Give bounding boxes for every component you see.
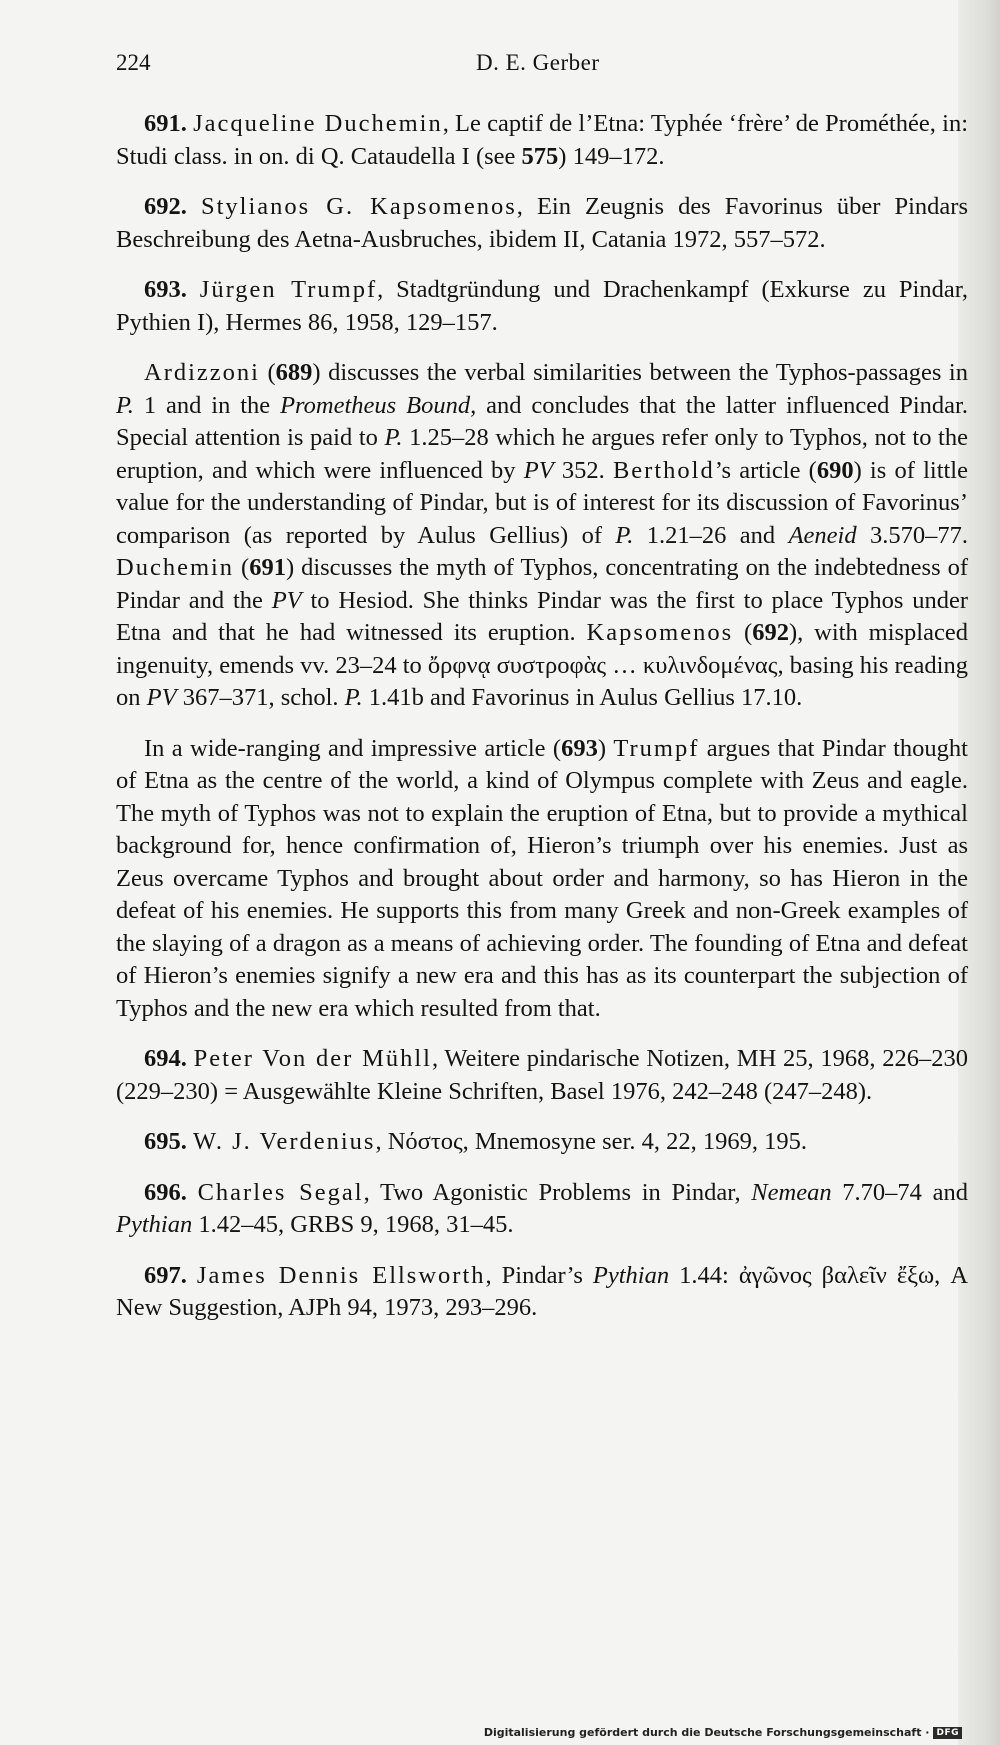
entry-text: , Stadtgründung und Drachenkampf (Exkurse zu Pindar, Pythien I), Hermes 86, 1958, 129–157. xyxy=(116,276,968,336)
cross-reference: 689 xyxy=(275,359,313,386)
page-content xyxy=(116,108,968,1343)
entry-author: James Dennis Ellsworth xyxy=(196,1261,486,1289)
entry-text: 1.44: ἀγῶνος βαλεῖν ἔξω, A New Suggestion, AJPh 94, 1973, 293–296. xyxy=(116,1261,969,1321)
cross-reference: 691 xyxy=(249,554,286,581)
text-run: ( xyxy=(733,619,753,646)
entry-number: 694. xyxy=(144,1045,187,1072)
cross-reference: 692 xyxy=(752,619,789,646)
text-run: and concludes that the latter influenced Pindar. Special attention is paid to xyxy=(116,391,968,451)
entry-number: 692. xyxy=(144,193,187,220)
work-title: PV xyxy=(271,586,302,614)
text-run: 1.21–26 and xyxy=(633,521,789,549)
work-title: Nemean xyxy=(751,1178,832,1206)
author-name: Duchemin xyxy=(116,554,235,581)
work-title: PV xyxy=(523,456,554,484)
bib-entry-692 xyxy=(116,191,968,256)
text-run: argues that Pindar thought of Etna as the centre of the world, a kind of Olympus complete with Zeus and eagle. The myth of Typhos was not to explain the eruption of Etna, but to provide a mythical background for, hence confirmation of, Hieron’s triumph over his enemies. Just as Zeus overcame Typhos and brought about order and harmony, so has Hieron in the defeat of his enemies. He supports this from many Greek and non-Greek examples of the slaying of a dragon as a means of achieving order. The founding of Etna and defeat of Hieron’s enemies signify a new era and this has as its counterpart the subjection of Typhos and the new era which resulted from that. xyxy=(116,734,968,1022)
bib-entry-693 xyxy=(116,274,968,339)
dfg-logo-icon: DFG xyxy=(933,1727,962,1739)
entry-text: ) 149–172. xyxy=(558,142,665,170)
work-title: Pythian xyxy=(592,1261,670,1289)
text-run: ) xyxy=(597,734,614,762)
bib-entry-696 xyxy=(116,1177,968,1242)
entry-author: Charles Segal xyxy=(197,1178,364,1206)
entry-author: Stylianos G. Kapsomenos xyxy=(200,193,517,220)
commentary-paragraph-1 xyxy=(116,357,968,715)
bib-entry-695 xyxy=(116,1126,968,1159)
page-header xyxy=(116,50,968,84)
digitization-footer xyxy=(484,1726,962,1739)
text-run: ( xyxy=(234,554,250,581)
work-title: P. xyxy=(615,521,634,549)
text-run: In a wide-ranging and impressive article ( xyxy=(144,734,562,762)
footer-credit: Digitalisierung gefördert durch die Deutsche Forschungsgemeinschaft · xyxy=(483,1726,930,1739)
cross-reference: 690 xyxy=(816,456,854,484)
work-title: Prometheus Bound, xyxy=(280,391,477,419)
author-name: Trumpf xyxy=(613,734,700,762)
entry-number: 695. xyxy=(144,1128,187,1155)
entry-author: Jacqueline Duchemin xyxy=(193,110,443,137)
entry-text: 1.42–45, GRBS 9, 1968, 31–45. xyxy=(192,1211,514,1238)
bib-entry-697 xyxy=(116,1260,968,1325)
text-run: ) discusses the myth of Typhos, concentrating on the indebtedness of Pindar and the xyxy=(116,554,968,614)
work-title: P. xyxy=(116,391,134,419)
work-title: Aeneid xyxy=(788,521,857,549)
entry-number: 697. xyxy=(144,1261,187,1289)
entry-text: , Two Agonistic Problems in Pindar, xyxy=(363,1178,752,1206)
bib-entry-691 xyxy=(116,108,968,173)
entry-text: , Pindar’s xyxy=(485,1261,593,1289)
text-run: ) discusses the verbal similarities between the Typhos-passages in xyxy=(312,359,968,386)
entry-author: Jürgen Trumpf xyxy=(199,276,378,303)
entry-author: Peter Von der Mühll xyxy=(193,1045,432,1072)
work-title: P. xyxy=(344,684,363,711)
text-run: ) is of little value for the understanding of Pindar, but is of interest for its discussion of Favorinus’ comparison (as reported by Aulus Gellius) of xyxy=(116,456,968,549)
work-title: P. xyxy=(384,424,403,451)
cross-reference: 693 xyxy=(561,734,598,762)
text-run: ( xyxy=(259,359,276,386)
text-run: 1.25–28 which he argues refer only to Typhos, not to the eruption, and which were influenced by xyxy=(116,424,968,484)
bib-entry-694 xyxy=(116,1043,968,1108)
author-name: Ardizzoni xyxy=(144,359,260,386)
text-run: 3.570–77. xyxy=(856,521,969,549)
page-number: 224 xyxy=(116,50,151,75)
entry-number: 696. xyxy=(144,1178,187,1206)
text-run: 367–371, schol. xyxy=(176,684,345,711)
entry-text: 7.70–74 and xyxy=(831,1178,968,1206)
text-run: ’s article ( xyxy=(714,456,817,484)
author-name: Berthold xyxy=(612,456,715,484)
entry-number: 691. xyxy=(144,110,187,137)
cross-reference: 575 xyxy=(521,142,559,170)
text-run: 1 and in the xyxy=(133,391,281,419)
entry-text: , Ein Zeugnis des Favorinus über Pindars Beschreibung des Aetna-Ausbruches, ibidem II, Catania 1972, 557–572. xyxy=(116,193,969,253)
entry-text: , Νόστος, Mnemosyne ser. 4, 22, 1969, 195. xyxy=(375,1128,807,1155)
running-head: D. E. Gerber xyxy=(476,50,600,75)
entry-text: , Weitere pindarische Notizen, MH 25, 1968, 226–230 (229–230) = Ausgewählte Kleine Schriften, Basel 1976, 242–248 (247–248). xyxy=(116,1045,968,1105)
text-run: 352. xyxy=(553,456,613,484)
text-run: ), with misplaced ingenuity, emends vv. 23–24 to ὄρφνᾳ συστροφὰς … κυλινδομένας, basing his reading on xyxy=(116,619,968,711)
entry-author: W. J. Verdenius xyxy=(193,1128,376,1155)
entry-text: , Le captif de l’Etna: Typhée ‘frère’ de Prométhée, in: Studi class. in on. di Q. Cataudella I (see xyxy=(116,110,968,170)
entry-number: 693. xyxy=(144,276,187,303)
commentary-paragraph-2 xyxy=(116,733,968,1026)
text-run: 1.41b and Favorinus in Aulus Gellius 17.10. xyxy=(362,684,803,711)
text-run: to Hesiod. She thinks Pindar was the first to place Typhos under Etna and that he had witnessed its eruption. xyxy=(116,586,968,646)
work-title: Pythian xyxy=(116,1211,193,1238)
work-title: PV xyxy=(146,684,177,711)
author-name: Kapsomenos xyxy=(586,619,734,646)
